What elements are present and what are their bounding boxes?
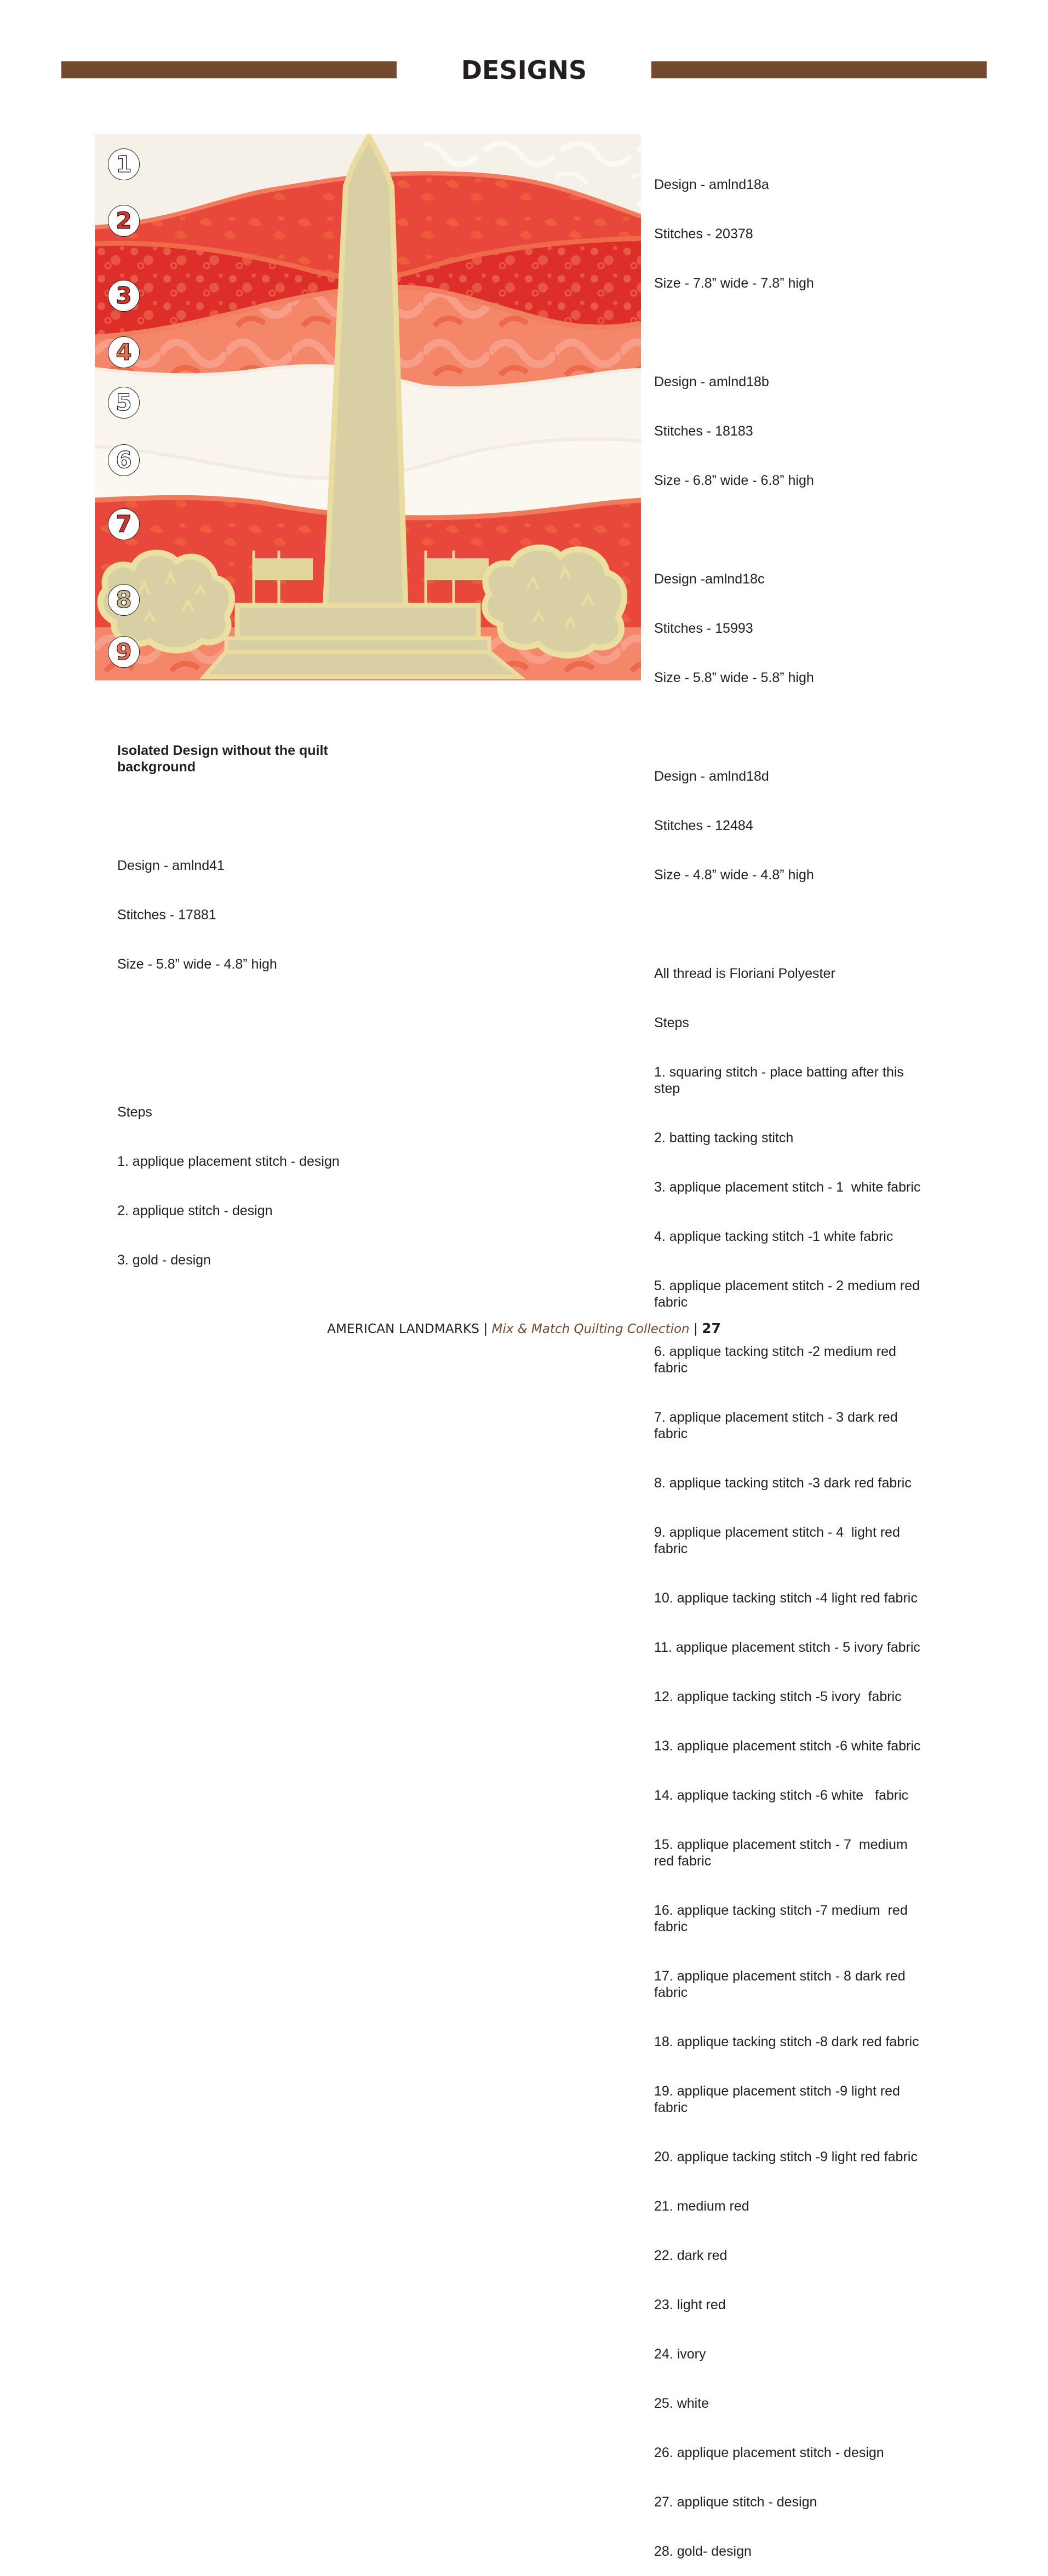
step-item: 7. applique placement stitch - 3 dark red fabric <box>654 1410 902 1441</box>
page-title: DESIGNS <box>461 55 587 85</box>
design-name: Design - amlnd41 <box>117 858 225 873</box>
footer-collection-title: Mix & Match Quilting Collection <box>491 1322 690 1336</box>
step-item: 3. gold - design <box>117 1252 211 1268</box>
footer-separator: | <box>484 1321 488 1336</box>
step-item: 20. applique tacking stitch -9 light red fabric <box>654 2149 918 2165</box>
step-number-badge-7: 7 <box>108 508 140 540</box>
step-item: 15. applique placement stitch - 7 medium red fabric <box>654 1837 912 1869</box>
step-item: 1. squaring stitch - place batting after this step <box>654 1064 908 1096</box>
step-item: 22. dark red <box>654 2248 728 2263</box>
step-item: 4. applique tacking stitch -1 white fabric <box>654 1229 894 1244</box>
design-name: Design - amlnd18b <box>654 374 769 390</box>
stitch-count: Stitches - 18183 <box>654 423 753 439</box>
spacer <box>654 719 928 735</box>
step-item: 12. applique tacking stitch -5 ivory fabric <box>654 1689 902 1704</box>
step-item: 3. applique placement stitch - 1 white fabric <box>654 1180 921 1195</box>
step-item: 18. applique tacking stitch -8 dark red fabric <box>654 2034 919 2050</box>
step-item: 5. applique placement stitch - 2 medium red fabric <box>654 1278 924 1310</box>
design-name: Design - amlnd18d <box>654 769 769 784</box>
step-number-badge-3: 3 <box>108 280 140 312</box>
step-item: 26. applique placement stitch - design <box>654 2445 884 2460</box>
step-item: 6. applique tacking stitch -2 medium red fabric <box>654 1344 900 1376</box>
design-size: Size - 5.8” wide - 4.8” high <box>117 957 277 972</box>
page-number: 27 <box>702 1320 721 1336</box>
footer-brand: AMERICAN LANDMARKS <box>327 1322 480 1336</box>
step-number-badge-1: 1 <box>108 148 140 180</box>
step-item: 9. applique placement stitch - 4 light red fabric <box>654 1525 904 1556</box>
spacer <box>654 522 928 538</box>
step-item: 24. ivory <box>654 2346 706 2362</box>
isolated-design-heading: Isolated Design without the quilt background <box>117 743 332 775</box>
step-item: 10. applique tacking stitch -4 light red fabric <box>654 1590 918 1606</box>
design-size: Size - 6.8” wide - 6.8” high <box>654 473 814 488</box>
step-item: 19. applique placement stitch -9 light red fabric <box>654 2083 904 2115</box>
design-size: Size - 7.8” wide - 7.8” high <box>654 276 814 291</box>
design-name: Design -amlnd18c <box>654 571 765 587</box>
step-item: 14. applique tacking stitch -6 white fabric <box>654 1788 909 1803</box>
design-name: Design - amlnd18a <box>654 177 769 192</box>
spacer <box>117 808 402 825</box>
spacer <box>117 1005 402 1022</box>
step-item: 28. gold- design <box>654 2544 752 2559</box>
footer-separator: | <box>694 1321 698 1336</box>
step-number-badge-4: 4 <box>108 336 140 368</box>
step-item: 17. applique placement stitch - 8 dark red fabric <box>654 1968 909 2000</box>
stitch-count: Stitches - 12484 <box>654 818 753 833</box>
steps-label: Steps <box>117 1104 152 1120</box>
step-number-badge-8: 8 <box>108 584 140 616</box>
step-number-badge-6: 6 <box>108 444 140 476</box>
design-size: Size - 4.8” wide - 4.8” high <box>654 867 814 883</box>
design-size: Size - 5.8” wide - 5.8” high <box>654 670 814 685</box>
step-item: 25. white <box>654 2396 709 2411</box>
spacer <box>654 916 928 932</box>
step-number-badge-5: 5 <box>108 387 140 419</box>
step-item: 1. applique placement stitch - design <box>117 1154 340 1169</box>
isolated-design-column <box>117 709 402 1285</box>
steps-label: Steps <box>654 1015 689 1031</box>
spacer <box>654 324 928 341</box>
step-item: 21. medium red <box>654 2199 749 2214</box>
stitch-count: Stitches - 20378 <box>654 226 753 242</box>
thread-note: All thread is Floriani Polyester <box>654 966 835 981</box>
stitch-count: Stitches - 17881 <box>117 907 216 923</box>
step-item: 2. batting tacking stitch <box>654 1130 794 1146</box>
step-item: 11. applique placement stitch - 5 ivory fabric <box>654 1640 920 1655</box>
spacer <box>117 1055 402 1071</box>
step-item: 13. applique placement stitch -6 white fabric <box>654 1738 921 1754</box>
step-item: 2. applique stitch - design <box>117 1203 273 1218</box>
step-number-badge-2: 2 <box>108 205 140 237</box>
step-item: 27. applique stitch - design <box>654 2494 817 2510</box>
quilt-block-image <box>95 134 641 680</box>
page-footer <box>0 1318 1048 1340</box>
stitch-count: Stitches - 15993 <box>654 621 753 636</box>
step-number-badge-9: 9 <box>108 636 140 668</box>
step-item: 16. applique tacking stitch -7 medium red fabric <box>654 1903 912 1934</box>
design-specs-column <box>654 144 928 2576</box>
step-item: 23. light red <box>654 2297 726 2312</box>
step-item: 8. applique tacking stitch -3 dark red fabric <box>654 1475 912 1491</box>
